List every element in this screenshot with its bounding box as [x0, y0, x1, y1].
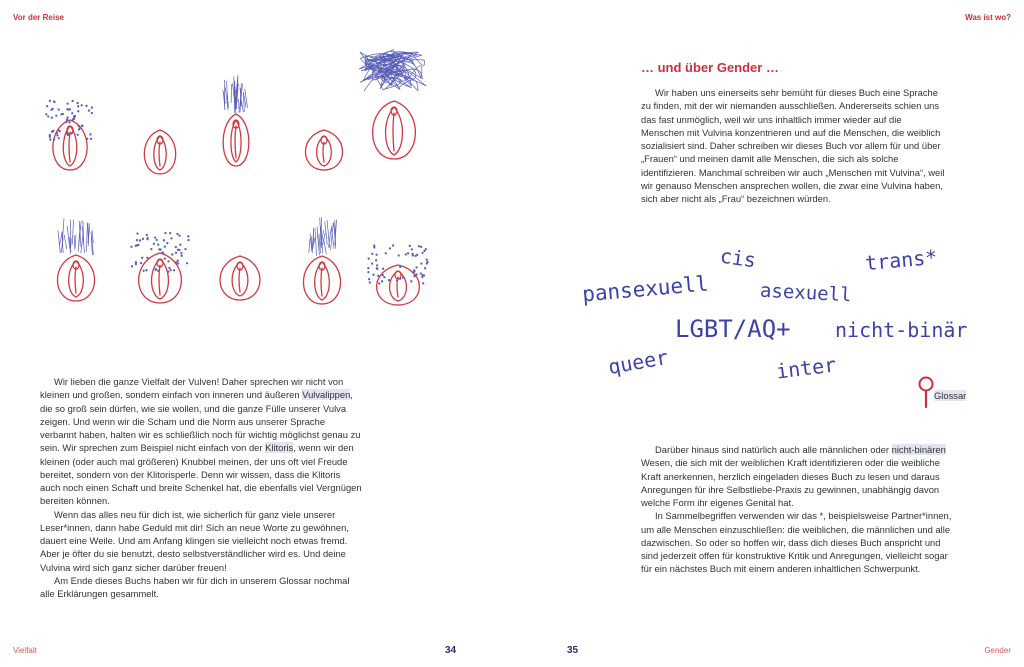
- hair-dot: [176, 262, 178, 264]
- hair-dot: [71, 132, 73, 134]
- hair-dot: [77, 102, 79, 104]
- hair-dot: [180, 244, 182, 246]
- hair-dot: [162, 252, 164, 254]
- page-number-left: 34: [445, 645, 457, 656]
- hair-dot: [426, 259, 428, 261]
- hair-dot: [411, 249, 413, 251]
- hair-dot: [67, 103, 69, 105]
- hair-dot: [91, 112, 93, 114]
- hair-dot: [422, 276, 424, 278]
- hair-dot: [420, 246, 422, 248]
- hair-dot: [71, 112, 73, 114]
- hair-dot: [90, 138, 92, 140]
- left-body-text: [40, 375, 362, 600]
- hair-dot: [414, 275, 416, 277]
- hair-dot: [153, 243, 155, 245]
- hair-dot: [426, 263, 428, 265]
- hair-dot: [86, 138, 88, 140]
- hair-dot: [155, 269, 157, 271]
- hair-dot: [164, 246, 166, 248]
- hair-dot: [69, 122, 71, 124]
- hair-dot: [399, 278, 401, 280]
- hair-dot: [424, 267, 426, 269]
- hair-strand: [241, 100, 243, 112]
- hair-dot: [185, 248, 187, 250]
- hair-dot: [398, 255, 400, 257]
- hair-dot: [135, 263, 137, 265]
- hair-dot: [416, 274, 418, 276]
- hair-dot: [407, 253, 409, 255]
- hair-dot: [371, 253, 373, 255]
- hair-dot: [177, 263, 179, 265]
- hair-strand: [309, 239, 310, 253]
- hair-dot: [379, 283, 381, 285]
- hair-dot: [146, 269, 148, 271]
- hair-dot: [73, 118, 75, 120]
- glossary-term-link[interactable]: nicht-binären: [891, 444, 946, 455]
- hair-dot: [368, 271, 370, 273]
- hair-dot: [151, 248, 153, 250]
- hair-dot: [56, 132, 58, 134]
- hair-scribble: [359, 50, 426, 91]
- hair-dot: [402, 277, 404, 279]
- hair-dot: [409, 245, 411, 247]
- hair-dot: [177, 260, 179, 262]
- hair-dot: [384, 276, 386, 278]
- hair-dot: [78, 125, 80, 127]
- hair-strand: [239, 99, 240, 113]
- hair-dot: [179, 249, 181, 251]
- hair-dot: [368, 258, 370, 260]
- hair-dot: [425, 248, 427, 250]
- hair-dot: [416, 254, 418, 256]
- hair-dot: [188, 236, 190, 238]
- hair-dot: [376, 265, 378, 267]
- hair-dot: [399, 266, 401, 268]
- hair-strand: [324, 238, 327, 254]
- section-heading: … und über Gender …: [641, 60, 779, 75]
- hair-dot: [141, 257, 143, 259]
- hair-strand: [317, 227, 319, 256]
- hair-dot: [421, 263, 423, 265]
- vulva-drawing: [223, 114, 249, 166]
- hair-dot: [186, 262, 188, 264]
- hair-dot: [139, 240, 141, 242]
- hair-dot: [175, 246, 177, 248]
- hair-dot: [52, 108, 54, 110]
- hair-strand: [72, 220, 73, 245]
- hair-dot: [175, 252, 177, 254]
- hair-dot: [156, 239, 158, 241]
- vulva-drawing: [303, 256, 340, 304]
- hair-dot: [49, 136, 51, 138]
- hair-dot: [77, 134, 79, 136]
- hair-dot: [181, 255, 183, 257]
- left-paragraph: Wir lieben die ganze Vielfalt der Vulven! Daher sprechen wir nicht von kleinen und großen, sondern einfach von inneren und äußeren Vulvalippen, die so groß sein dürfen, wie sie wollen, und die ganze Fülle unserer Vulva zeigen. Und wenn wir die Scham und die Norm aus unserer Sprache verbannt haben, halten wir es schließlich noch für wichtig möglichst genau zu sein. Wir sprechen zum Beispiel nicht einfach von der Klitoris, wenn wir den kleinen (oder auch mal größeren) Knubbel meinen, der uns oft viel Freude bereitet, sondern von der Klitorisperle. Denn wir wissen, dass die Klitoris auch noch einen Schaft und breite Schenkel hat, die ebenfalls viel Vergnügen bereiten können.: [40, 376, 362, 507]
- hair-strand: [86, 223, 87, 252]
- hair-dot: [86, 105, 88, 107]
- handwritten-nicht-binaer: nicht-binär: [835, 318, 968, 342]
- hair-dot: [53, 101, 55, 103]
- hair-strand: [75, 235, 76, 249]
- hair-dot: [88, 110, 90, 112]
- hair-dot: [385, 252, 387, 254]
- hair-dot: [67, 117, 69, 119]
- hair-dot: [167, 271, 169, 273]
- hair-dot: [373, 245, 375, 247]
- hair-dot: [412, 255, 414, 257]
- hair-dot: [415, 255, 417, 257]
- hair-dot: [146, 234, 148, 236]
- hair-dot: [58, 130, 60, 132]
- vulva-drawing: [305, 130, 342, 170]
- hair-dot: [67, 134, 69, 136]
- hair-dot: [171, 238, 173, 240]
- magnifier-icon: [917, 375, 935, 409]
- hair-dot: [81, 125, 83, 127]
- hair-dot: [168, 261, 170, 263]
- hair-dot: [51, 131, 53, 133]
- hair-dot: [157, 270, 159, 272]
- hair-dot: [177, 233, 179, 235]
- hair-dot: [388, 279, 390, 281]
- hair-dot: [58, 109, 60, 111]
- intro-paragraph: Wir haben uns einerseits sehr bemüht für dieses Buch eine Sprache zu finden, mit der wir niemanden ausschließen. Andererseits schien uns das fast unmöglich, weil wir uns inhaltlich immer wieder auf die Menschen mit Vulvina konzentrieren und auf die Menschen, die weiblich sozialisiert sind. Daher schreiben wir dieses Buch vor allem für und über „Frauen“ und meinen damit alle Menschen, die sich als solche identifizieren. Manchmal schreiben wir auch „Menschen mit Vulvina“, weil wir genauso Menschen ansprechen wollen, die zwar eine Vulvina haben, sich aber nicht als „Frau“ bezeichnen würden.: [641, 87, 945, 204]
- hair-dot: [131, 266, 133, 268]
- hair-dot: [51, 117, 53, 119]
- hair-dot: [131, 246, 133, 248]
- vulva-drawing: [377, 265, 420, 305]
- hair-strand: [245, 89, 248, 108]
- glossar-link[interactable]: Glossar: [934, 390, 967, 401]
- hair-dot: [171, 254, 173, 256]
- hair-dot: [136, 239, 138, 241]
- hair-dot: [157, 244, 159, 246]
- hair-dot: [420, 273, 422, 275]
- vulva-illustration: [0, 0, 512, 340]
- hair-dot: [142, 238, 144, 240]
- hair-dot: [79, 127, 81, 129]
- vulva-drawing: [220, 256, 260, 300]
- hair-strand: [315, 228, 316, 256]
- hair-dot: [414, 271, 416, 273]
- hair-dot: [81, 104, 83, 106]
- hair-dot: [170, 269, 172, 271]
- hair-dot: [49, 134, 51, 136]
- footer-right: Gender: [984, 646, 1011, 655]
- hair-dot: [154, 237, 156, 239]
- left-paragraph: Am Ende dieses Buchs haben wir für dich in unserem Glossar nochmal alle Erklärungen gesammelt.: [40, 574, 350, 599]
- handwritten-pansexuell: pansexuell: [581, 271, 710, 307]
- footer-left: Vielfalt: [13, 646, 37, 655]
- hair-dot: [368, 267, 370, 269]
- hair-dot: [389, 248, 391, 250]
- hair-dot: [392, 245, 394, 247]
- hair-dot: [77, 110, 79, 112]
- hair-dot: [159, 249, 161, 251]
- hair-dot: [416, 267, 418, 269]
- hair-dot: [47, 116, 49, 118]
- hair-dot: [147, 257, 149, 259]
- hair-dot: [179, 235, 181, 237]
- handwritten-asexuell: asexuell: [759, 279, 853, 307]
- hair-dot: [173, 269, 175, 271]
- hair-dot: [135, 261, 137, 263]
- vulva-drawing: [139, 253, 182, 303]
- handwritten-inter: inter: [774, 352, 838, 384]
- hair-dot: [90, 134, 92, 136]
- hair-dot: [140, 262, 142, 264]
- hair-dot: [61, 113, 63, 115]
- hair-dot: [49, 139, 51, 141]
- hair-dot: [381, 281, 383, 283]
- hair-dot: [169, 267, 171, 269]
- hair-dot: [77, 106, 79, 108]
- right-paragraph: Darüber hinaus sind natürlich auch alle männlichen oder nicht-binären Wesen, die sich mit der weiblichen Kraft identifizieren oder die weibliche Kraft anerkennen, herzlich eingeladen dieses Buch zu lesen und daraus Anregungen für ihre Selbstliebe-Praxis zu gewinnen, unabhängig davon welche Form ihr eigenes Genital hat.: [641, 444, 946, 508]
- hair-dot: [53, 139, 55, 141]
- vulva-drawing: [373, 101, 416, 159]
- handwritten-queer: queer: [606, 344, 670, 380]
- left-paragraph: Wenn das alles neu für dich ist, wie sicherlich für ganz viele unserer Leser*innen, dann habe Geduld mit dir! Sich an neue Worte zu gewöhnen, dauert eine Weile. Und am Anfang klingen sie vielleicht noch etwas fremd. Aber je öfter du sie benutzt, desto selbstverständlicher wird es. Und deine Vulvina wird sich ganz sicher darüber freuen!: [40, 508, 349, 573]
- hair-dot: [405, 254, 407, 256]
- hair-dot: [410, 281, 412, 283]
- hair-dot: [143, 270, 145, 272]
- hair-dot: [396, 280, 398, 282]
- hair-dot: [65, 121, 67, 123]
- hair-dot: [167, 242, 169, 244]
- hair-dot: [423, 275, 425, 277]
- hair-dot: [418, 245, 420, 247]
- hair-dot: [424, 250, 426, 252]
- hair-dot: [422, 252, 424, 254]
- vulva-drawing: [57, 255, 94, 301]
- hair-dot: [163, 240, 165, 242]
- hair-dot: [57, 135, 59, 137]
- hair-dot: [169, 232, 171, 234]
- hair-dot: [377, 268, 379, 270]
- running-head-right: Was ist wo?: [965, 13, 1011, 22]
- hair-dot: [56, 115, 58, 117]
- hair-dot: [68, 109, 70, 111]
- hair-dot: [371, 263, 373, 265]
- hair-dot: [374, 247, 376, 249]
- running-head-left: Vor der Reise: [13, 13, 64, 22]
- hair-dot: [188, 239, 190, 241]
- glossary-term-link[interactable]: Vulvalippen: [302, 389, 351, 401]
- vulva-drawing: [53, 120, 87, 170]
- hair-dot: [382, 274, 384, 276]
- hair-dot: [46, 105, 48, 107]
- right-paragraph: In Sammelbegriffen verwenden wir das *, beispielsweise Partner*innen, um alle Menschen einzuschließen: die weiblichen, die männlichen und alle dazwischen. So oder so hoffen wir, dass dich dieses Buch anspricht und sind jederzeit offen für konstruktive Kritik und Anregungen, vielleicht sogar für ein nächstes Buch mit einem anderen inhaltlichen Schwerpunkt.: [641, 510, 952, 575]
- hair-dot: [137, 233, 139, 235]
- hair-dot: [422, 283, 424, 285]
- hair-dot: [376, 254, 378, 256]
- hair-dot: [66, 119, 68, 121]
- hair-strand: [64, 235, 67, 249]
- right-body-text: [641, 443, 953, 576]
- hair-dot: [147, 238, 149, 240]
- hair-dot: [164, 258, 166, 260]
- hair-strand: [231, 84, 232, 103]
- hair-dot: [138, 244, 140, 246]
- glossary-term-link[interactable]: Klitoris: [265, 442, 294, 454]
- hair-dot: [135, 245, 137, 247]
- hair-dot: [46, 114, 48, 116]
- hair-dot: [72, 100, 74, 102]
- hair-dot: [375, 260, 377, 262]
- hair-dot: [412, 253, 414, 255]
- handwritten-cis: cis: [718, 243, 758, 273]
- hair-dot: [373, 274, 375, 276]
- hair-dot: [382, 268, 384, 270]
- page-number-right: 35: [567, 645, 579, 656]
- vulva-drawing: [144, 130, 175, 174]
- hair-dot: [58, 137, 60, 139]
- hair-dot: [181, 252, 183, 254]
- hair-dot: [377, 275, 379, 277]
- handwritten-lgbtaq: LGBT/AQ+: [675, 315, 791, 343]
- hair-dot: [91, 107, 93, 109]
- hair-dot: [49, 100, 51, 102]
- hair-dot: [165, 232, 167, 234]
- handwritten-trans: trans*: [864, 244, 939, 276]
- hair-dot: [368, 278, 370, 280]
- hair-dot: [369, 282, 371, 284]
